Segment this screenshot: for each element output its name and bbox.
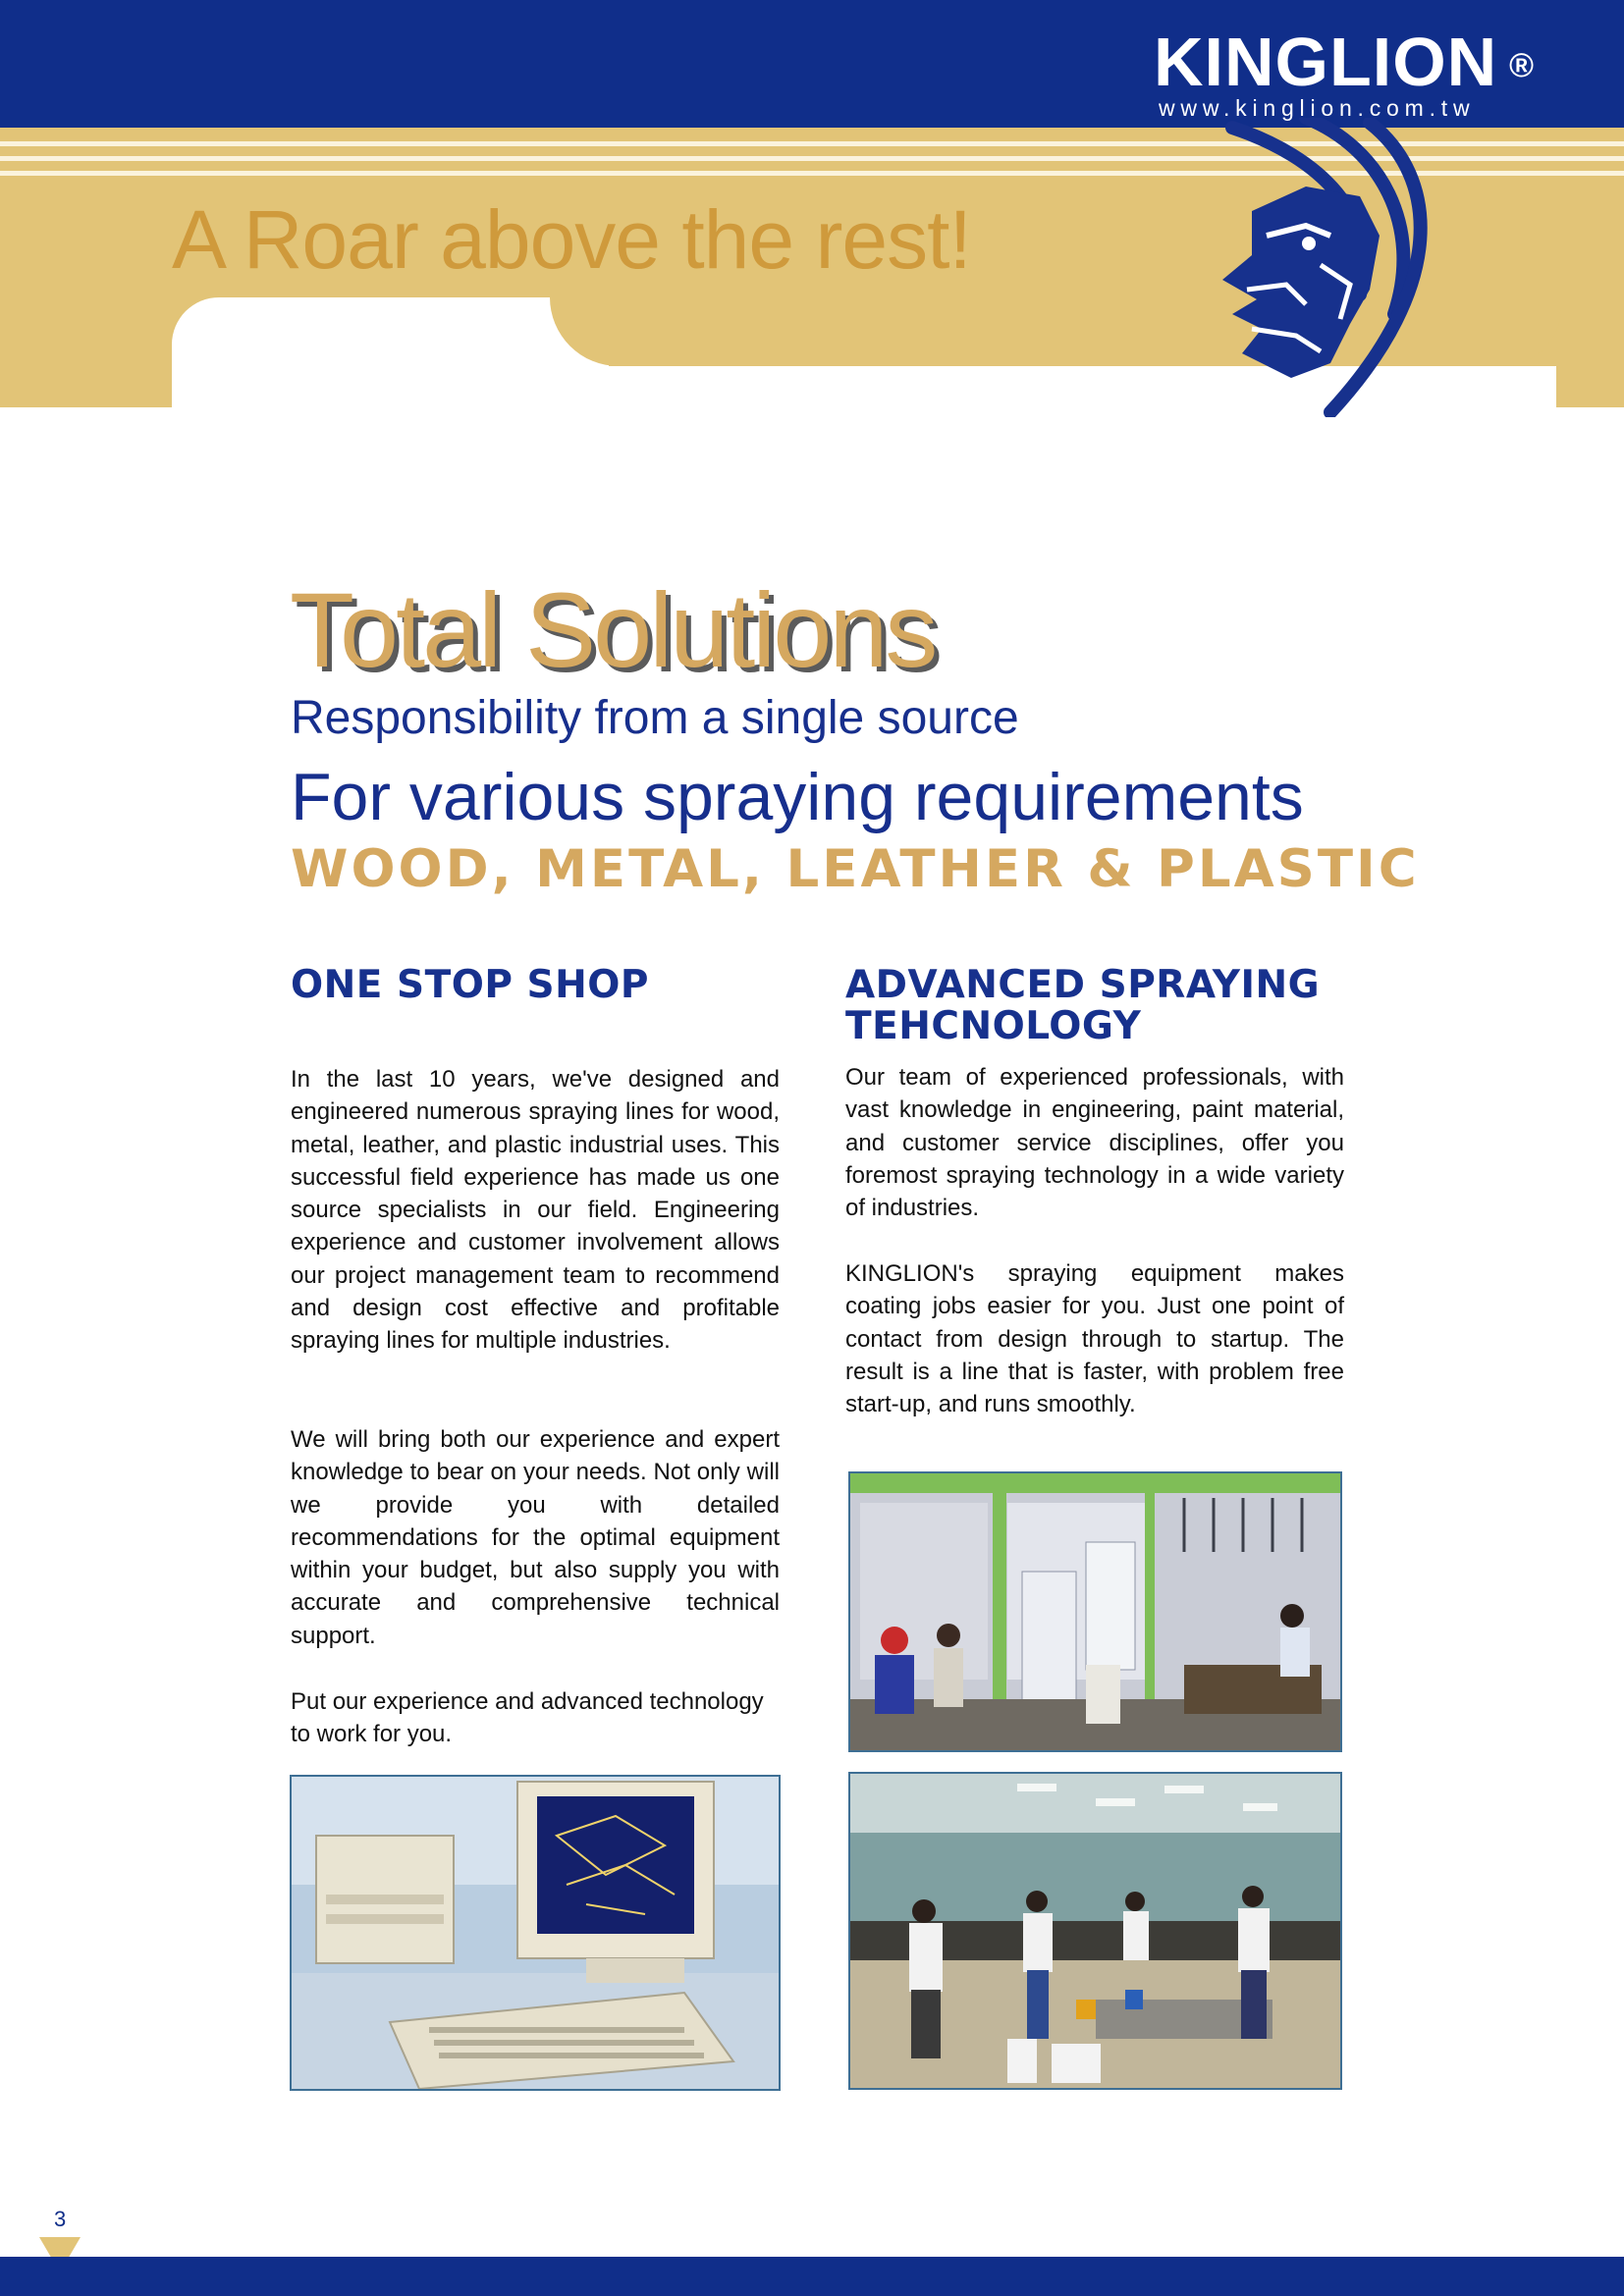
right-paragraph-2: KINGLION's spraying equipment makes coating jobs easier for you. Just one point of contact from design through to startup. The result is a line that is faster, with problem free start-up, and runs smoothly.: [845, 1260, 1344, 1418]
materials-heading: WOOD, METAL, LEATHER & PLASTIC: [291, 839, 1420, 899]
left-paragraph-1: In the last 10 years, we've designed and engineered numerous spraying lines for wood, metal, leather, and plastic industrial uses. This successful field experience has made us one source specialists in our field. Engineering experience and customer involvement allows our project management team to recommend and design cost effective and profitable spraying lines for multiple industries.: [291, 1066, 780, 1355]
computer-workstation-photo: [290, 1775, 781, 2091]
one-stop-shop-heading: ONE STOP SHOP: [291, 963, 649, 1007]
heading-line-2: TEHCNOLOGY: [845, 1004, 1142, 1049]
main-title: Total Solutions: [290, 570, 936, 689]
production-line-photo: [848, 1772, 1342, 2090]
spray-booth-photo: [848, 1471, 1342, 1752]
registered-mark: ®: [1509, 47, 1535, 84]
footer-band: [0, 2257, 1624, 2296]
subtitle-responsibility: Responsibility from a single source: [291, 692, 1019, 744]
right-paragraph-1: Our team of experienced professionals, with vast knowledge in engineering, paint material, and customer service disciplines, offer you foremost spraying technology in a wide variety of industries.: [845, 1064, 1344, 1222]
left-paragraph-3: Put our experience and advanced technology to work for you.: [291, 1688, 764, 1748]
advanced-spraying-heading: [845, 965, 1320, 1047]
heading-line-1: ADVANCED SPRAYING: [845, 963, 1321, 1007]
left-paragraph-2: We will bring both our experience and expert knowledge to bear on your needs. Not only will we provide you with detailed recommendations for the optimal equipment within your budget, but also supply you with accurate and comprehensive technical support.: [291, 1426, 780, 1649]
tagline: A Roar above the rest!: [172, 193, 971, 286]
brand-url[interactable]: www.kinglion.com.tw: [1159, 95, 1476, 121]
page-number: 3: [54, 2207, 67, 2231]
brand-logo[interactable]: KINGLION: [1154, 24, 1498, 100]
lion-head-icon: [1213, 118, 1463, 417]
subtitle-spraying: For various spraying requirements: [291, 760, 1304, 834]
